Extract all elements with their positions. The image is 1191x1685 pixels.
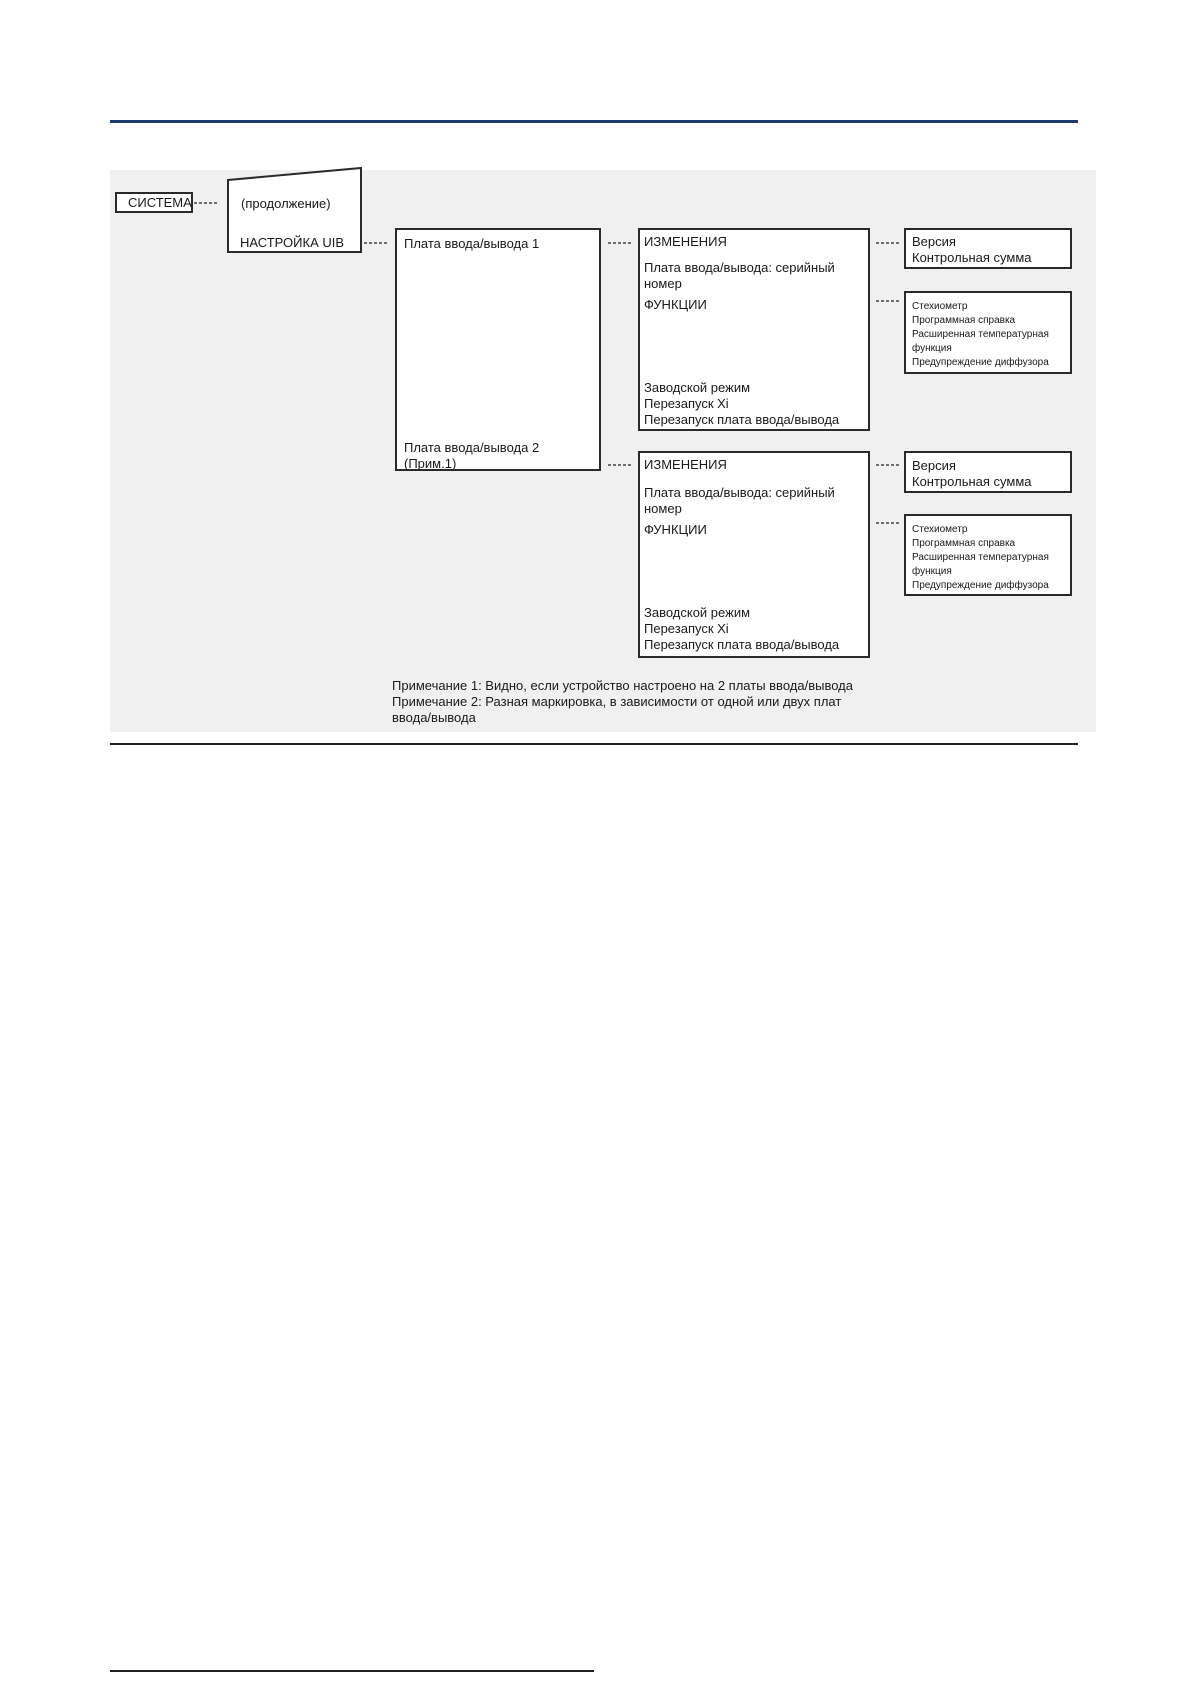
- version-label: Версия: [912, 234, 956, 249]
- serial-label-cont: номер: [644, 276, 682, 291]
- root-label: СИСТЕМА: [128, 195, 192, 210]
- continuation-label: (продолжение): [241, 196, 331, 211]
- root-node: [115, 192, 193, 213]
- serial-label-cont: номер: [644, 501, 682, 516]
- board1-label: Плата ввода/вывода 1: [404, 236, 540, 251]
- note-2-cont: ввода/вывода: [392, 710, 476, 725]
- program-help-label: Программная справка: [912, 538, 1016, 549]
- stoich-label: Стехиометр: [912, 524, 968, 535]
- board1-functions-node: [904, 291, 1072, 374]
- checksum-label: Контрольная сумма: [912, 474, 1032, 489]
- board1-version-node: [904, 228, 1072, 269]
- board2-label: Плата ввода/вывода 2: [404, 440, 540, 455]
- board2-functions-node: [904, 514, 1072, 596]
- version-label: Версия: [912, 458, 956, 473]
- stoich-label: Стехиометр: [912, 301, 968, 312]
- diagram-notes: [392, 678, 853, 726]
- functions-label: ФУНКЦИИ: [644, 297, 707, 312]
- restart-board-label: Перезапуск плата ввода/вывода: [644, 637, 840, 652]
- changes-label: ИЗМЕНЕНИЯ: [644, 457, 727, 472]
- factory-mode-label: Заводской режим: [644, 380, 751, 395]
- board1-menu: [638, 228, 870, 431]
- functions-label: ФУНКЦИИ: [644, 522, 707, 537]
- boards-node: [395, 228, 601, 471]
- restart-board-label: Перезапуск плата ввода/вывода: [644, 412, 840, 427]
- checksum-label: Контрольная сумма: [912, 250, 1032, 265]
- section-rule: [110, 743, 1078, 745]
- note-1: Примечание 1: Видно, если устройство настроено на 2 платы ввода/вывода: [392, 678, 853, 693]
- uib-settings-label: НАСТРОЙКА UIB: [240, 235, 345, 250]
- ext-temp-label-cont: функция: [912, 343, 952, 354]
- program-help-label: Программная справка: [912, 315, 1016, 326]
- diffuser-warning-label: Предупреждение диффузора: [912, 580, 1049, 591]
- board2-version-node: [904, 451, 1072, 493]
- diffuser-warning-label: Предупреждение диффузора: [912, 357, 1049, 368]
- board2-menu: [638, 451, 870, 658]
- restart-xi-label: Перезапуск Xi: [644, 621, 729, 636]
- changes-label: ИЗМЕНЕНИЯ: [644, 234, 727, 249]
- factory-mode-label: Заводской режим: [644, 605, 751, 620]
- ext-temp-label: Расширенная температурная: [912, 329, 1049, 340]
- footer-rule: [110, 1670, 594, 1672]
- serial-label: Плата ввода/вывода: серийный: [644, 485, 835, 500]
- ext-temp-label: Расширенная температурная: [912, 552, 1049, 563]
- ext-temp-label-cont: функция: [912, 566, 952, 577]
- serial-label: Плата ввода/вывода: серийный: [644, 260, 835, 275]
- restart-xi-label: Перезапуск Xi: [644, 396, 729, 411]
- board2-note-label: (Прим.1): [404, 456, 457, 471]
- note-2: Примечание 2: Разная маркировка, в зависимости от одной или двух плат: [392, 694, 842, 709]
